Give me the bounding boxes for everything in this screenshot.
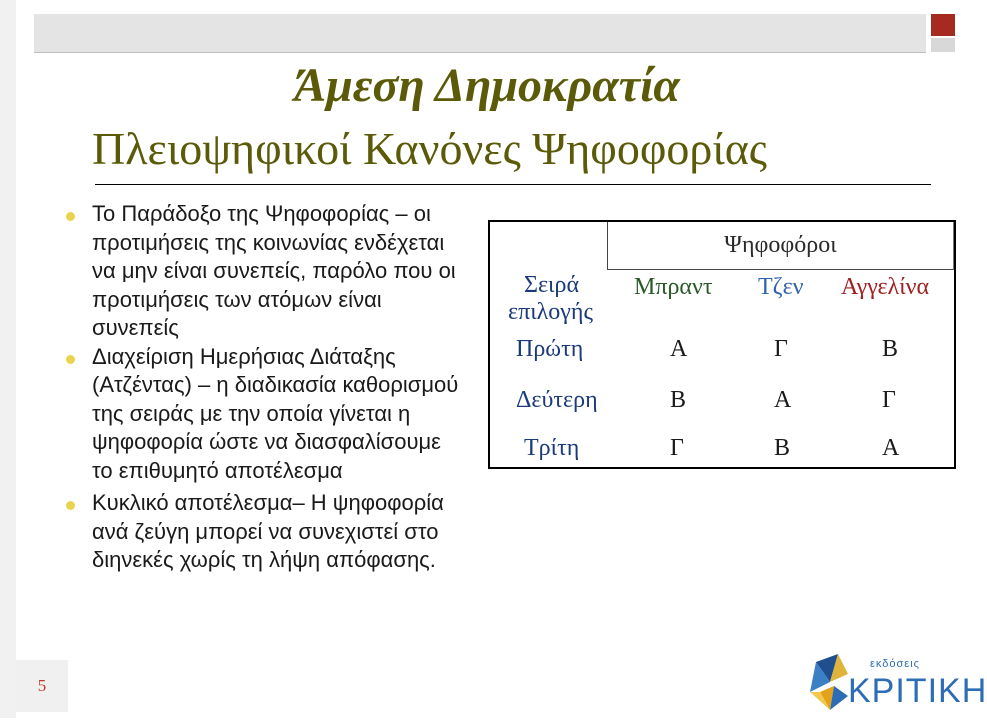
order-header [508, 272, 593, 326]
cell-third-angelina: Α [882, 435, 900, 461]
voters-header: Ψηφοφόροι [607, 222, 954, 270]
order-header-line1: Σειρά [524, 272, 580, 298]
top-decor-bar [34, 14, 926, 53]
row-label-first: Πρώτη [516, 336, 584, 362]
slide-subtitle: Πλειοψηφικοί Κανόνες Ψηφοφορίας [92, 123, 768, 174]
publisher-logo [808, 652, 987, 716]
preference-table [488, 220, 956, 469]
logo-line2: ΚΡΙΤΙΚΗ [848, 672, 987, 710]
row-label-second: Δεύτερη [516, 387, 598, 413]
corner-accent-red [931, 14, 955, 36]
voter-jen: Τζεν [758, 274, 804, 300]
cell-third-jen: Β [774, 435, 791, 461]
cell-first-brad: Α [670, 336, 688, 362]
row-label-third: Τρίτη [524, 435, 580, 461]
cell-first-jen: Γ [774, 336, 788, 362]
cell-third-brad: Γ [670, 435, 684, 461]
cell-first-angelina: Β [882, 336, 899, 362]
voter-angelina: Αγγελίνα [841, 274, 930, 300]
slide-number: 5 [37, 676, 47, 695]
logo-line1: εκδόσεις [870, 658, 920, 670]
bullet-list [66, 200, 466, 575]
slide-title: Άμεση Δημοκρατία [294, 59, 680, 112]
bullet-item: Κυκλικό αποτέλεσμα– Η ψηφοφορία ανά ζεύγη μπορεί να συνεχιστεί στο διηνεκές χωρίς τη λήψη απόφασης. [66, 489, 466, 575]
bullet-item: Το Παράδοξο της Ψηφοφορίας – οι προτιμήσεις της κοινωνίας ενδέχεται να μην είναι συνεπείς, παρόλο που οι προτιμήσεις των ατόμων είναι συνεπείς [66, 200, 466, 343]
title-divider [95, 184, 931, 185]
corner-accent-grey [931, 38, 955, 52]
cell-second-angelina: Γ [882, 387, 896, 413]
voter-brad: Μπραντ [634, 274, 713, 300]
slide-number-box [16, 660, 68, 712]
cell-second-jen: Α [774, 387, 792, 413]
bullet-item: Διαχείριση Ημερήσιας Διάταξης (Ατζέντας) – η διαδικασία καθορισμού της σειράς με την οποία γίνεται η ψηφοφορία ώστε να διασφαλίσουμε το επιθυμητό αποτέλεσμα [66, 343, 466, 486]
cell-second-brad: Β [670, 387, 687, 413]
order-header-line2: επιλογής [508, 299, 593, 325]
